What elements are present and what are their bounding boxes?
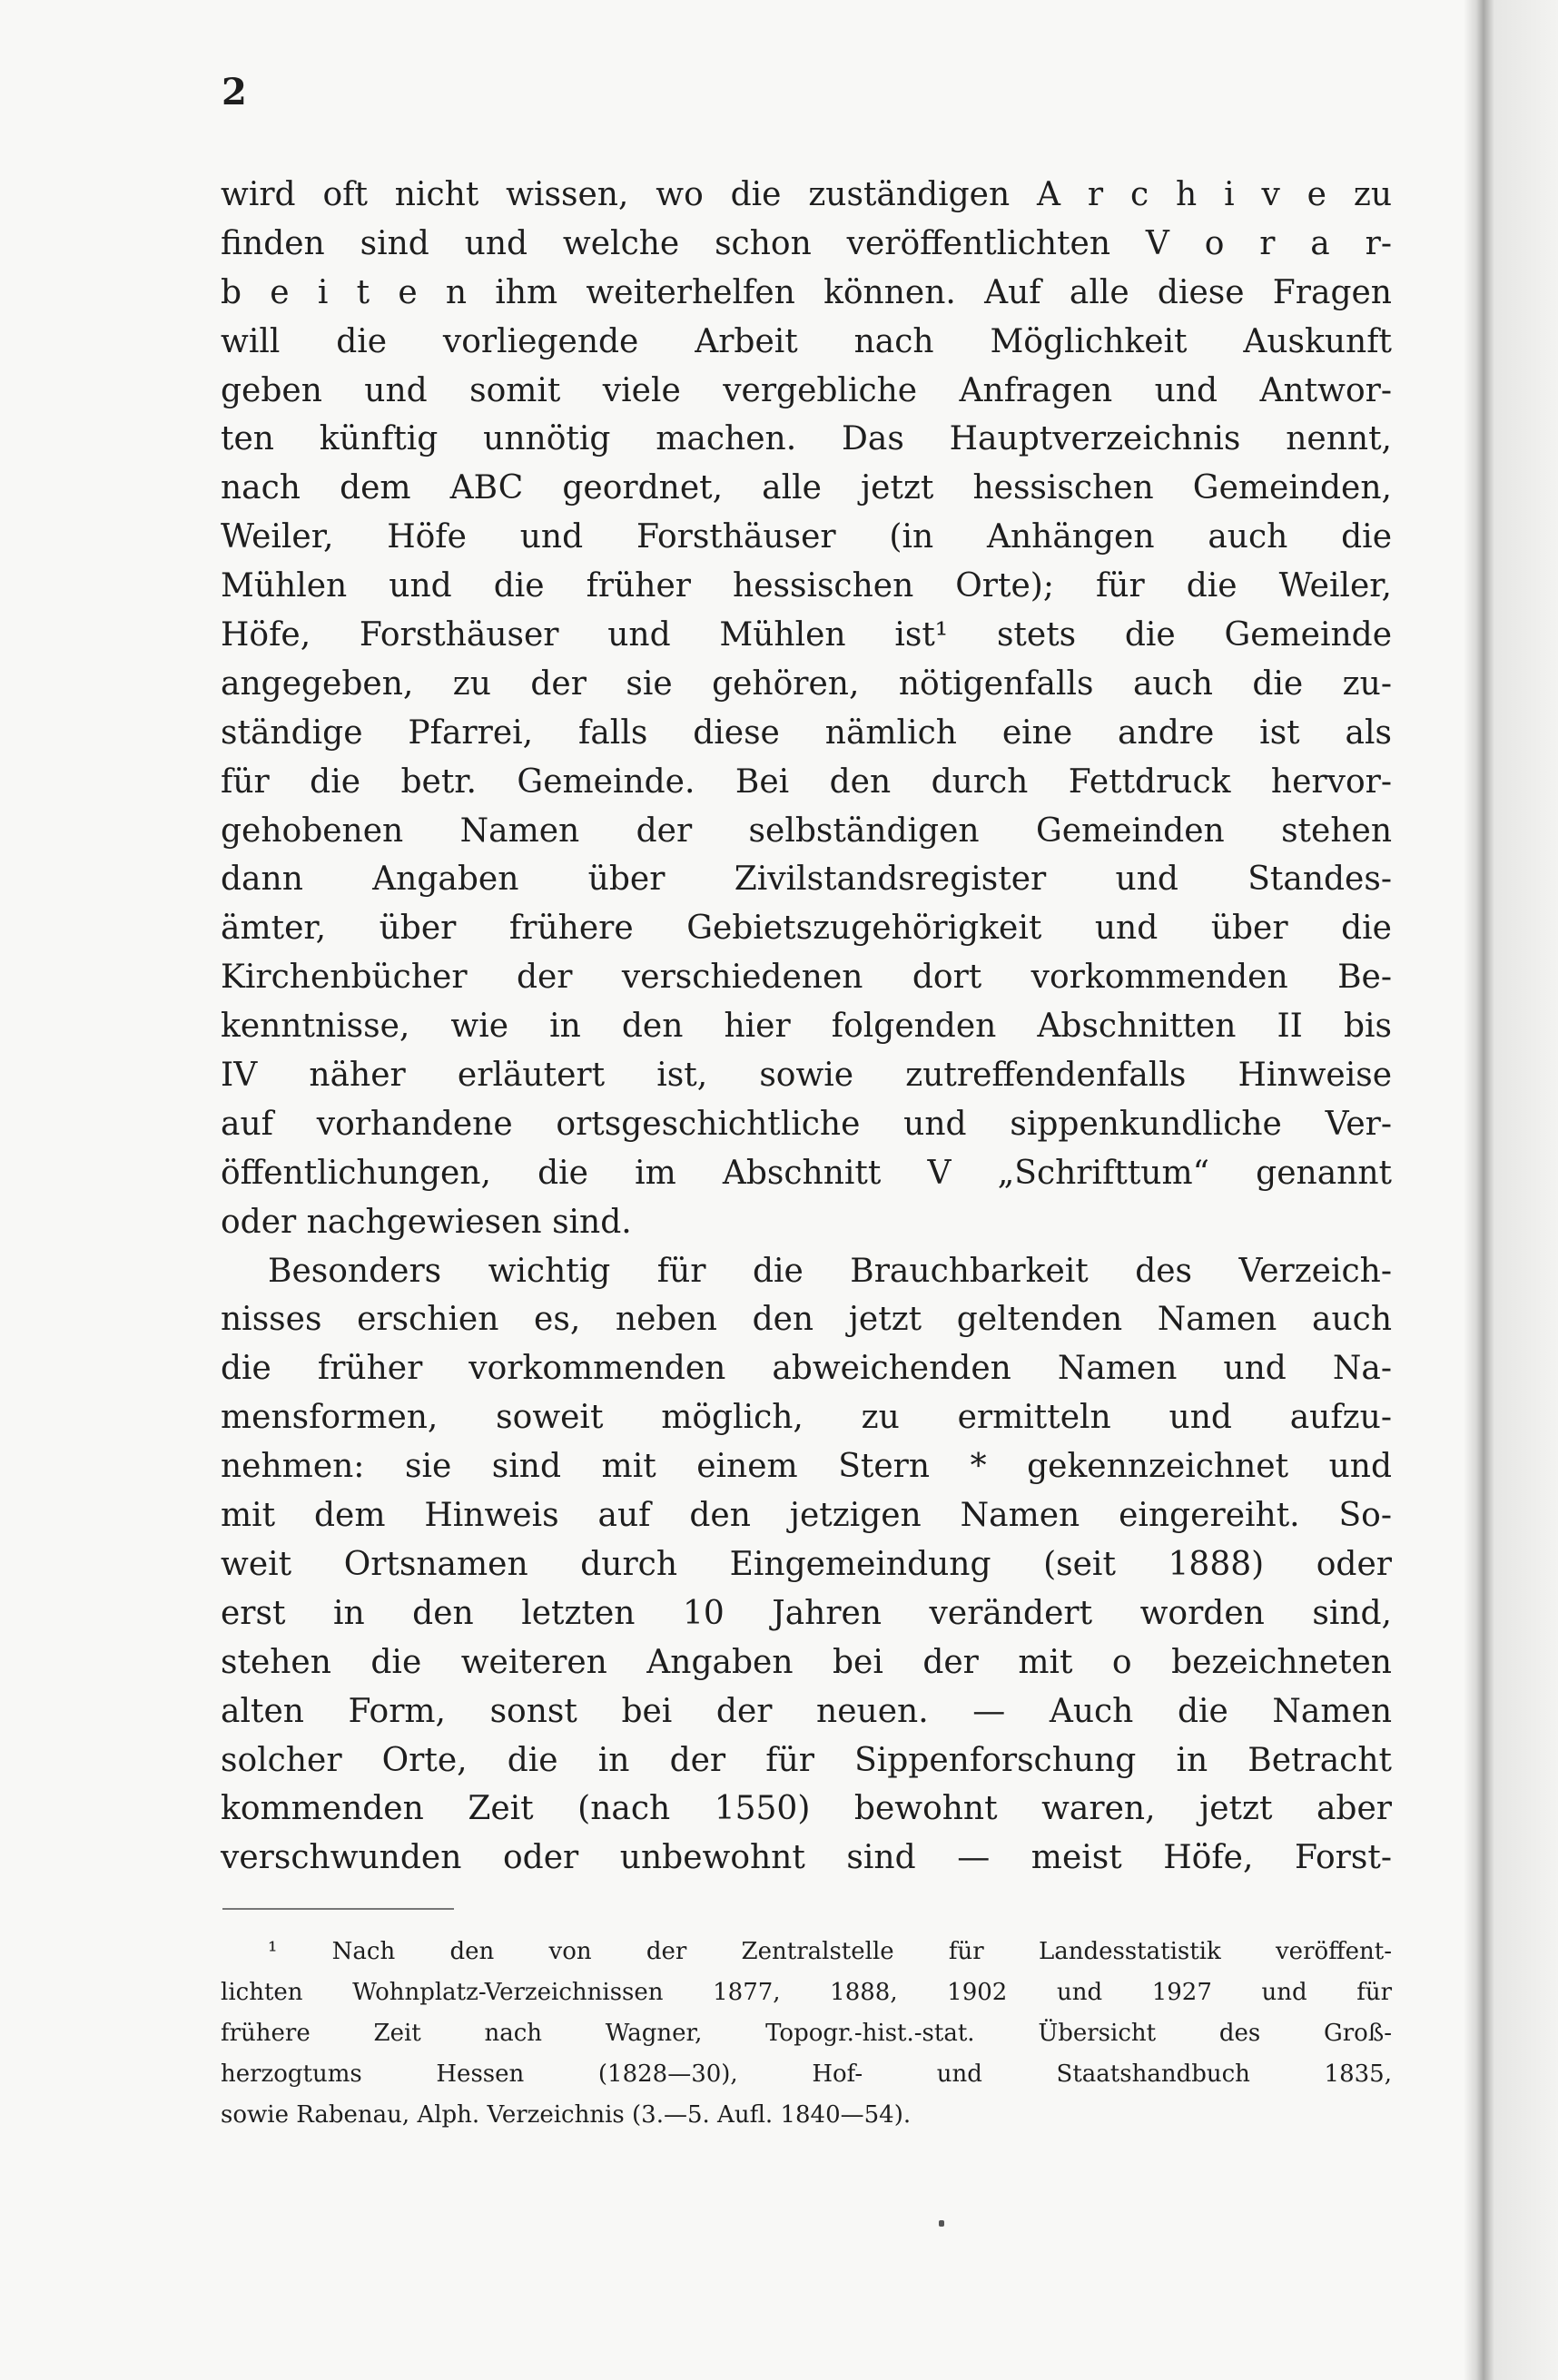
- text-line: nehmen: sie sind mit einem Stern * gekennzeichnet und: [221, 1448, 1392, 1486]
- text-line: Höfe, Forsthäuser und Mühlen ist¹ stets die Gemeinde: [221, 616, 1392, 654]
- text-line: dann Angaben über Zivilstandsregister und Standes-: [221, 861, 1392, 899]
- text-line: kenntnisse, wie in den hier folgenden Abschnitten II bis: [221, 1008, 1392, 1046]
- text-line: finden sind und welche schon veröffentlichten V o r a r-: [221, 224, 1392, 262]
- text-line: nisses erschien es, neben den jetzt geltenden Namen auch: [221, 1301, 1392, 1339]
- text-line: kommenden Zeit (nach 1550) bewohnt waren, jetzt aber: [221, 1790, 1392, 1828]
- text-line: auf vorhandene ortsgeschichtliche und sippenkundliche Ver-: [221, 1105, 1392, 1143]
- text-line: angegeben, zu der sie gehören, nötigenfalls auch die zu-: [221, 664, 1392, 703]
- text-line: mit dem Hinweis auf den jetzigen Namen eingereiht. So-: [221, 1497, 1392, 1535]
- text-line: verschwunden oder unbewohnt sind — meist Höfe, Forst-: [221, 1839, 1392, 1877]
- footnote-line: herzogtums Hessen (1828—30), Hof- und Staatshandbuch 1835,: [221, 2060, 1392, 2088]
- text-line: ständige Pfarrei, falls diese nämlich eine andre ist als: [221, 713, 1392, 752]
- text-line: wird oft nicht wissen, wo die zuständigen A r c h i v e zu: [221, 176, 1392, 213]
- text-line: Kirchenbücher der verschiedenen dort vorkommenden Be-: [221, 959, 1392, 997]
- page-binding-edge: [1464, 0, 1558, 2380]
- text-line: Besonders wichtig für die Brauchbarkeit des Verzeich-: [268, 1252, 1392, 1290]
- page-number: 2: [222, 71, 247, 113]
- text-line: geben und somit viele vergebliche Anfragen und Antwor-: [221, 371, 1392, 409]
- text-line: weit Ortsnamen durch Eingemeindung (seit 1888) oder: [221, 1545, 1392, 1583]
- text-line: ten künftig unnötig machen. Das Hauptverzeichnis nennt,: [221, 420, 1392, 458]
- footnote-line: frühere Zeit nach Wagner, Topogr.-hist.-stat. Übersicht des Groß-: [221, 2020, 1392, 2047]
- text-line: die früher vorkommenden abweichenden Namen und Na-: [221, 1350, 1392, 1388]
- text-line: will die vorliegende Arbeit nach Möglichkeit Auskunft: [221, 322, 1392, 360]
- text-line: Weiler, Höfe und Forsthäuser (in Anhängen auch die: [221, 518, 1392, 556]
- ink-speck: [939, 2220, 944, 2227]
- footnote-line: sowie Rabenau, Alph. Verzeichnis (3.—5. Aufl. 1840—54).: [221, 2101, 912, 2129]
- text-line: IV näher erläutert ist, sowie zutreffendenfalls Hinweise: [221, 1057, 1392, 1095]
- text-line: nach dem ABC geordnet, alle jetzt hessischen Gemeinden,: [221, 469, 1392, 507]
- footnote: [221, 1932, 1392, 2136]
- footnote-divider: [222, 1908, 454, 1910]
- text-line: oder nachgewiesen sind.: [221, 1203, 632, 1241]
- text-line: erst in den letzten 10 Jahren verändert worden sind,: [221, 1594, 1392, 1632]
- text-line: öffentlichungen, die im Abschnitt V „Schrifttum“ genannt: [221, 1154, 1392, 1192]
- body-text: [221, 171, 1392, 1883]
- text-line: für die betr. Gemeinde. Bei den durch Fettdruck hervor-: [221, 762, 1392, 801]
- text-line: stehen die weiteren Angaben bei der mit o bezeichneten: [221, 1643, 1392, 1681]
- text-line: mensformen, soweit möglich, zu ermitteln und aufzu-: [221, 1399, 1392, 1437]
- text-line: solcher Orte, die in der für Sippenforschung in Betracht: [221, 1741, 1392, 1779]
- footnote-line: ¹ Nach den von der Zentralstelle für Landesstatistik veröffent-: [268, 1938, 1392, 1965]
- text-line: ämter, über frühere Gebietszugehörigkeit und über die: [221, 910, 1392, 948]
- text-line: b e i t e n ihm weiterhelfen können. Auf alle diese Fragen: [221, 273, 1392, 311]
- text-line: Mühlen und die früher hessischen Orte); für die Weiler,: [221, 567, 1392, 605]
- text-line: gehobenen Namen der selbständigen Gemeinden stehen: [221, 811, 1392, 850]
- text-line: alten Form, sonst bei der neuen. — Auch die Namen: [221, 1692, 1392, 1730]
- footnote-line: lichten Wohnplatz-Verzeichnissen 1877, 1888, 1902 und 1927 und für: [221, 1979, 1392, 2006]
